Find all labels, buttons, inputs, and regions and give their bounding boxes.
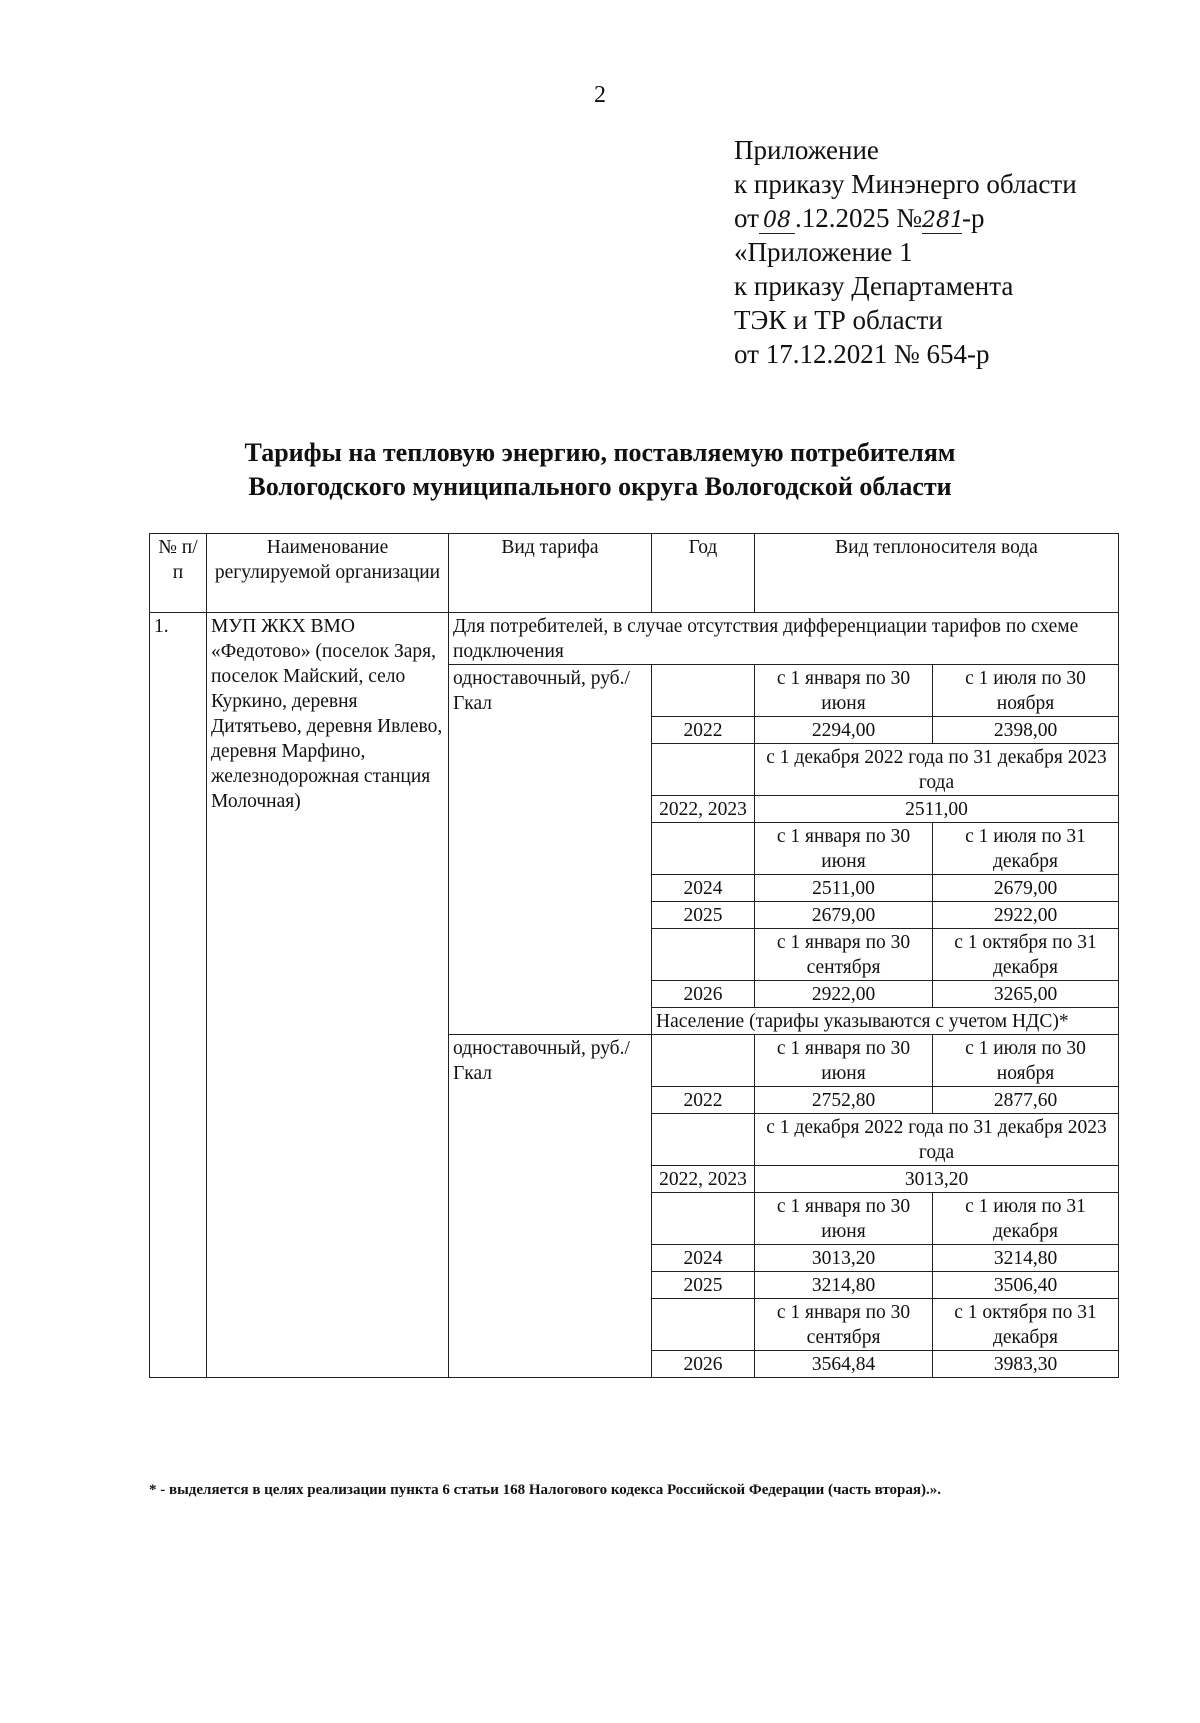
year-cell <box>652 744 755 796</box>
period-cell: с 1 января по 30 июня <box>755 1193 933 1245</box>
title-line: Вологодского муниципального округа Вологодской области <box>248 472 952 501</box>
value-cell: 2922,00 <box>755 981 933 1008</box>
appendix-suffix: -р <box>961 203 985 233</box>
period-cell: с 1 января по 30 сентября <box>755 1299 933 1351</box>
handwritten-number: 281 <box>921 208 964 233</box>
value-cell: 3013,20 <box>755 1245 933 1272</box>
year-cell <box>652 1299 755 1351</box>
title-line: Тарифы на тепловую энергию, поставляемую потребителям <box>244 438 956 467</box>
value-cell: 3983,30 <box>933 1351 1119 1378</box>
section-heading: Население (тарифы указываются с учетом НДС)* <box>652 1008 1119 1035</box>
appendix-date: .12.2025 № <box>794 203 922 233</box>
header-tariff-type: Вид тарифа <box>449 534 652 613</box>
year-cell <box>652 665 755 717</box>
value-cell: 3564,84 <box>755 1351 933 1378</box>
period-cell: с 1 января по 30 июня <box>755 823 933 875</box>
value-cell: 2511,00 <box>755 875 933 902</box>
document-title <box>0 436 1200 504</box>
header-carrier: Вид теплоносителя вода <box>755 534 1119 613</box>
organization-name: МУП ЖКХ ВМО «Федотово» (поселок Заря, поселок Майский, село Куркино, деревня Дитятьево, деревня Ивлево, деревня Марфино, железнодорожная станция Молочная) <box>207 613 449 1378</box>
value-cell: 2398,00 <box>933 717 1119 744</box>
value-cell: 2752,80 <box>755 1087 933 1114</box>
appendix-order-line <box>734 201 1077 235</box>
year-cell <box>652 929 755 981</box>
value-cell: 3214,80 <box>933 1245 1119 1272</box>
appendix-from: от <box>734 203 759 233</box>
value-cell: 2922,00 <box>933 902 1119 929</box>
appendix-line: к приказу Минэнерго области <box>734 169 1077 199</box>
year-cell <box>652 1114 755 1166</box>
section-heading: Для потребителей, в случае отсутствия дифференциации тарифов по схеме подключения <box>449 613 1119 665</box>
period-cell: с 1 июля по 31 декабря <box>933 1193 1119 1245</box>
tariffs-table <box>149 533 1119 1378</box>
period-cell: с 1 июля по 30 ноября <box>933 665 1119 717</box>
value-cell: 2679,00 <box>933 875 1119 902</box>
year-cell: 2026 <box>652 1351 755 1378</box>
period-cell: с 1 октября по 31 декабря <box>933 1299 1119 1351</box>
footnote: * - выделяется в целях реализации пункта 6 статьи 168 Налогового кодекса Российской Федерации (часть вторая).». <box>149 1482 941 1498</box>
value-cell: 2294,00 <box>755 717 933 744</box>
year-cell: 2025 <box>652 902 755 929</box>
appendix-line: Приложение <box>734 135 879 165</box>
period-cell: с 1 октября по 31 декабря <box>933 929 1119 981</box>
value-cell: 3506,40 <box>933 1272 1119 1299</box>
appendix-line: к приказу Департамента <box>734 271 1014 301</box>
value-cell: 3013,20 <box>755 1166 1119 1193</box>
year-cell: 2022 <box>652 717 755 744</box>
year-cell <box>652 1035 755 1087</box>
row-number: 1. <box>150 613 207 1378</box>
year-cell: 2024 <box>652 875 755 902</box>
year-cell: 2025 <box>652 1272 755 1299</box>
table-header-row <box>150 534 1119 613</box>
year-cell <box>652 1193 755 1245</box>
year-cell: 2026 <box>652 981 755 1008</box>
header-num: № п/п <box>150 534 207 613</box>
tariff-type: одноставочный, руб./Гкал <box>449 665 652 1035</box>
handwritten-day: 08 <box>759 209 795 234</box>
value-cell: 2511,00 <box>755 796 1119 823</box>
appendix-block <box>734 133 1077 371</box>
appendix-line: ТЭК и ТР области <box>734 305 943 335</box>
year-cell: 2022, 2023 <box>652 1166 755 1193</box>
year-cell: 2022, 2023 <box>652 796 755 823</box>
table-row <box>150 613 1119 665</box>
period-cell: с 1 января по 30 сентября <box>755 929 933 981</box>
period-cell: с 1 декабря 2022 года по 31 декабря 2023 года <box>755 1114 1119 1166</box>
header-year: Год <box>652 534 755 613</box>
period-cell: с 1 июля по 31 декабря <box>933 823 1119 875</box>
header-org: Наименование регулируемой организации <box>207 534 449 613</box>
value-cell: 2877,60 <box>933 1087 1119 1114</box>
value-cell: 3214,80 <box>755 1272 933 1299</box>
tariff-type: одноставочный, руб./Гкал <box>449 1035 652 1378</box>
value-cell: 3265,00 <box>933 981 1119 1008</box>
period-cell: с 1 декабря 2022 года по 31 декабря 2023 года <box>755 744 1119 796</box>
appendix-line: «Приложение 1 <box>734 237 913 267</box>
period-cell: с 1 июля по 30 ноября <box>933 1035 1119 1087</box>
value-cell: 2679,00 <box>755 902 933 929</box>
appendix-line: от 17.12.2021 № 654-р <box>734 339 990 369</box>
page-number: 2 <box>594 82 606 108</box>
period-cell: с 1 января по 30 июня <box>755 665 933 717</box>
year-cell: 2024 <box>652 1245 755 1272</box>
year-cell <box>652 823 755 875</box>
period-cell: с 1 января по 30 июня <box>755 1035 933 1087</box>
year-cell: 2022 <box>652 1087 755 1114</box>
